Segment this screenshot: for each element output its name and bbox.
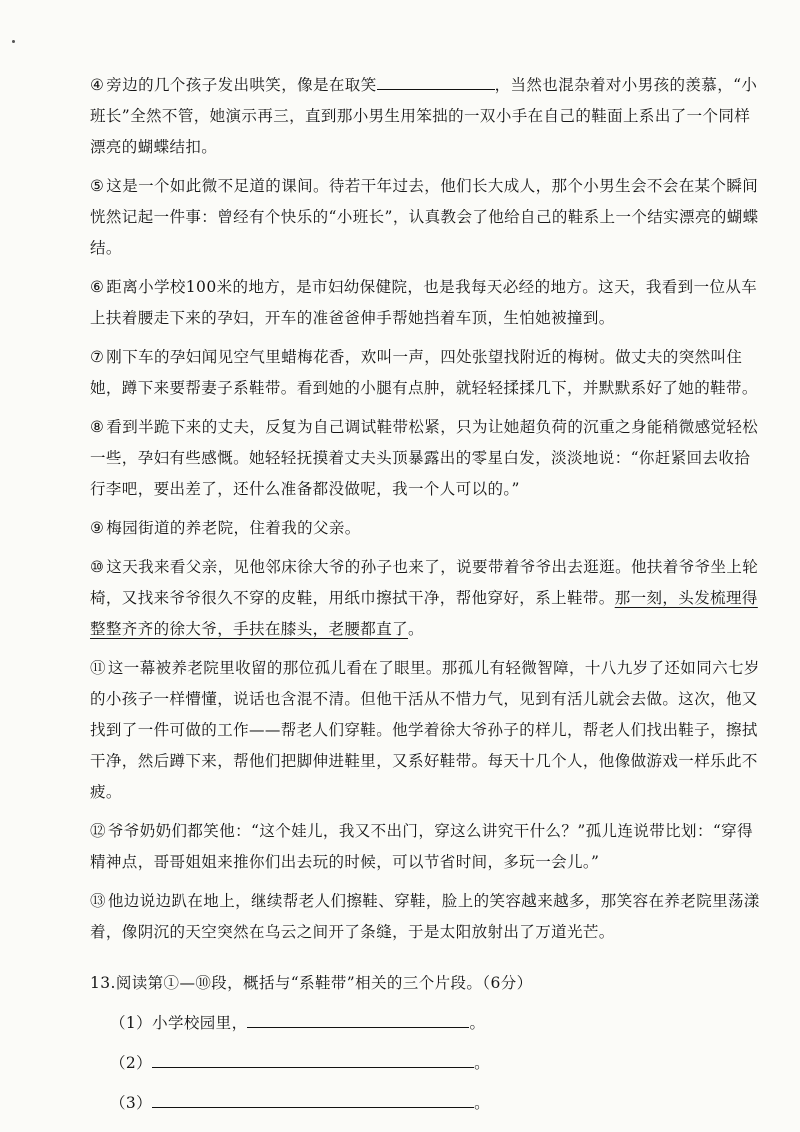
answer-label: （1） <box>110 1014 153 1032</box>
question-stem: 13.阅读第①—⑩段，概括与“系鞋带”相关的三个片段。（6分） <box>90 974 533 992</box>
paragraph-8 <box>90 412 760 505</box>
paragraph-text: 梅园街道的养老院，住着我的父亲。 <box>106 519 361 537</box>
paragraph-9 <box>90 513 760 544</box>
paragraph-text-end: 。 <box>408 620 424 638</box>
answer-line-3 <box>110 1088 760 1119</box>
paragraph-13 <box>90 886 760 948</box>
paragraph-number: ⑬ <box>90 892 106 910</box>
paragraph-text: 爷爷奶奶们都笑他：“这个娃儿，我又不出门，穿这么讲究干什么？”孤儿连说带比划：“穿得精神点，哥哥姐姐来推你们出去玩的时候，可以节省时间，多玩一会儿。” <box>90 822 753 871</box>
answer-end: 。 <box>474 1094 490 1112</box>
paragraph-text: 刚下车的孕妇闻见空气里蜡梅花香，欢叫一声，四处张望找附近的梅树。做丈夫的突然叫住她，蹲下来要帮妻子系鞋带。看到她的小腿有点肿，就轻轻揉揉几下，并默默系好了她的鞋带。 <box>90 348 758 397</box>
paragraph-number: ⑥ <box>90 278 105 296</box>
answer-label: （3） <box>110 1094 153 1112</box>
paragraph-text: 距离小学校100米的地方，是市妇幼保健院，也是我每天必经的地方。这天，我看到一位从车上扶着腰走下来的孕妇，开车的准爸爸伸手帮她挡着车顶，生怕她被撞到。 <box>90 278 758 327</box>
paragraph-number: ⑧ <box>90 418 105 436</box>
paragraph-number: ⑫ <box>90 822 106 840</box>
paragraph-6 <box>90 272 760 334</box>
answer-blank[interactable] <box>377 74 495 90</box>
answer-line-1 <box>110 1008 760 1039</box>
answer-end: 。 <box>474 1054 490 1072</box>
paragraph-number: ⑪ <box>90 659 106 677</box>
answer-blank[interactable] <box>152 1091 474 1108</box>
paragraph-12 <box>90 816 760 878</box>
paragraph-number: ⑩ <box>90 558 105 576</box>
paragraph-text: 这一幕被养老院里收留的那位孤儿看在了眼里。那孤儿有轻微智障，十八九岁了还如同六七岁的小孩子一样懵懂，说话也含混不清。但他干活从不惜力气，见到有活儿就会去做。这次，他又找到了一件可做的工作——帮老人们穿鞋。他学着徐大爷孙子的样儿，帮老人们找出鞋子，擦拭干净，然后蹲下来，帮他们把脚伸进鞋里，又系好鞋带。每天十几个人，他像做游戏一样乐此不疲。 <box>90 659 760 801</box>
answer-blank[interactable] <box>247 1011 469 1028</box>
question-13 <box>90 968 760 999</box>
paragraph-10 <box>90 552 760 645</box>
paragraph-7 <box>90 342 760 404</box>
paragraph-text: 这天我来看父亲，见他邻床徐大爷的孙子也来了，说要带着爷爷出去逛逛。他扶着爷爷坐上轮椅，又找来爷爷很久不穿的皮鞋，用纸巾擦拭干净，帮他穿好，系上鞋带。 <box>90 558 759 607</box>
paragraph-11 <box>90 653 760 808</box>
underlined-sentence: 那一刻，头发梳理得整整齐齐的徐大爷，手扶在膝头，老腰都直了 <box>90 589 758 638</box>
paragraph-number: ⑤ <box>90 177 105 195</box>
answer-line-2 <box>110 1048 760 1079</box>
answer-end: 。 <box>469 1014 486 1032</box>
paragraph-text: 他边说边趴在地上，继续帮老人们擦鞋、穿鞋，脸上的笑容越来越多，那笑容在养老院里荡漾着，像阴沉的天空突然在乌云之间开了条缝，于是太阳放射出了万道光芒。 <box>90 892 760 941</box>
paragraph-4 <box>90 70 760 163</box>
paragraph-text: 这是一个如此微不足道的课间。待若干年过去，他们长大成人，那个小男生会不会在某个瞬间恍然记起一件事：曾经有个快乐的“小班长”，认真教会了他给自己的鞋系上一个结实漂亮的蝴蝶结。 <box>90 177 759 257</box>
paragraph-text: 看到半跪下来的丈夫，反复为自己调试鞋带松紧，只为让她超负荷的沉重之身能稍微感觉轻松一些，孕妇有些感慨。她轻轻抚摸着丈夫头顶暴露出的零星白发，淡淡地说：“你赶紧回去收拾行李吧，要出差了，还什么准备都没做呢，我一个人可以的。” <box>90 418 759 498</box>
answer-blank[interactable] <box>152 1051 474 1068</box>
paragraph-number: ⑨ <box>90 519 105 537</box>
answer-label: （2） <box>110 1054 153 1072</box>
paragraph-number: ⑦ <box>90 348 105 366</box>
paragraph-text: 旁边的几个孩子发出哄笑，像是在取笑 <box>106 76 377 94</box>
paragraph-5 <box>90 171 760 264</box>
paragraph-text: ，当然也混杂着对小男孩的羡慕，“小班长”全然不管，她演示再三，直到那小男生用笨拙的一双小手在自己的鞋面上系出了一个同样漂亮的蝴蝶结扣。 <box>90 76 758 156</box>
answer-prefix: 小学校园里， <box>152 1014 248 1032</box>
paragraph-number: ④ <box>90 76 105 94</box>
scan-speck <box>12 40 15 43</box>
